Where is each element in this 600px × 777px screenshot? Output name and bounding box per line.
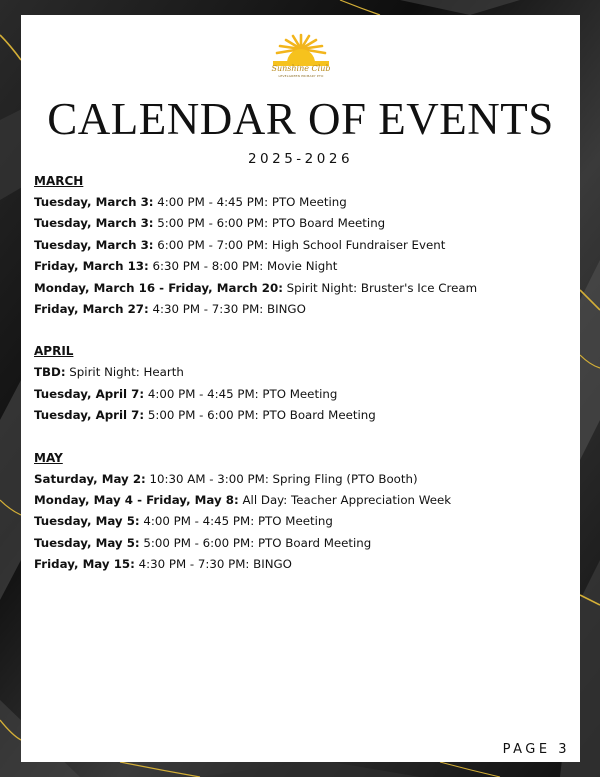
event-item: [34, 490, 574, 511]
event-item: [34, 362, 574, 383]
event-details: Spirit Night: Bruster's Ice Cream: [282, 280, 478, 295]
event-details: 5:00 PM - 6:00 PM: PTO Board Meeting: [153, 216, 386, 231]
logo-tagline: LEVELGREEN PRIMARY PTO: [278, 74, 324, 78]
event-details: 6:30 PM - 8:00 PM: Movie Night: [148, 259, 338, 274]
school-year: 2025-2026: [247, 151, 354, 167]
event-date: Tuesday, April 7:: [34, 386, 145, 401]
event-item: [34, 278, 574, 299]
event-details: Spirit Night: Hearth: [65, 365, 184, 380]
event-date: Friday, May 15:: [34, 557, 135, 572]
event-details: 4:00 PM - 4:45 PM: PTO Meeting: [144, 386, 338, 401]
event-item: [34, 533, 574, 554]
event-date: Tuesday, May 5:: [34, 514, 140, 529]
event-details: 4:00 PM - 4:45 PM: PTO Meeting: [153, 195, 347, 209]
events-list: [34, 171, 574, 596]
page-title: CALENDAR OF EVENTS: [47, 94, 554, 144]
event-date: Friday, March 13:: [34, 259, 149, 274]
section-may: [34, 448, 574, 576]
section-heading: APRIL: [34, 344, 74, 359]
event-item: [34, 469, 574, 490]
page-sheet: [21, 15, 580, 762]
page-number: PAGE 3: [502, 742, 570, 757]
event-details: 10:30 AM - 3:00 PM: Spring Fling (PTO Booth): [145, 471, 418, 486]
logo-name: Sunshine Club: [271, 64, 331, 73]
event-details: All Day: Teacher Appreciation Week: [238, 492, 452, 507]
event-date: Tuesday, March 3:: [34, 216, 154, 231]
event-item: [34, 511, 574, 532]
event-details: 5:00 PM - 6:00 PM: PTO Board Meeting: [144, 408, 376, 423]
event-date: Saturday, May 2:: [34, 471, 146, 486]
event-details: 4:00 PM - 4:45 PM: PTO Meeting: [139, 514, 333, 529]
event-date: Tuesday, March 3:: [34, 237, 154, 252]
section-heading: MAY: [34, 450, 63, 465]
event-item: [34, 405, 574, 426]
event-date: Friday, March 27:: [34, 301, 149, 316]
event-date: TBD:: [34, 365, 66, 380]
event-date: Tuesday, March 3:: [34, 195, 154, 209]
section-march: [34, 171, 574, 320]
event-details: 4:30 PM - 7:30 PM: BINGO: [134, 557, 292, 572]
event-item: [34, 235, 574, 256]
event-item: [34, 256, 574, 277]
event-date: Tuesday, May 5:: [34, 535, 140, 550]
event-item: [34, 192, 574, 213]
event-item: [34, 213, 574, 234]
sunshine-club-logo: [265, 33, 337, 81]
event-date: Monday, March 16 - Friday, March 20:: [34, 280, 283, 295]
event-details: 6:00 PM - 7:00 PM: High School Fundraiser Event: [153, 237, 446, 252]
event-date: Monday, May 4 - Friday, May 8:: [34, 492, 239, 507]
event-item: [34, 299, 574, 320]
event-details: 4:30 PM - 7:30 PM: BINGO: [148, 301, 306, 316]
event-date: Tuesday, April 7:: [34, 408, 145, 423]
sun-icon: [265, 33, 337, 67]
event-details: 5:00 PM - 6:00 PM: PTO Board Meeting: [139, 535, 372, 550]
event-item: [34, 554, 574, 575]
section-heading: MARCH: [34, 174, 84, 188]
section-april: [34, 341, 574, 426]
event-item: [34, 384, 574, 405]
